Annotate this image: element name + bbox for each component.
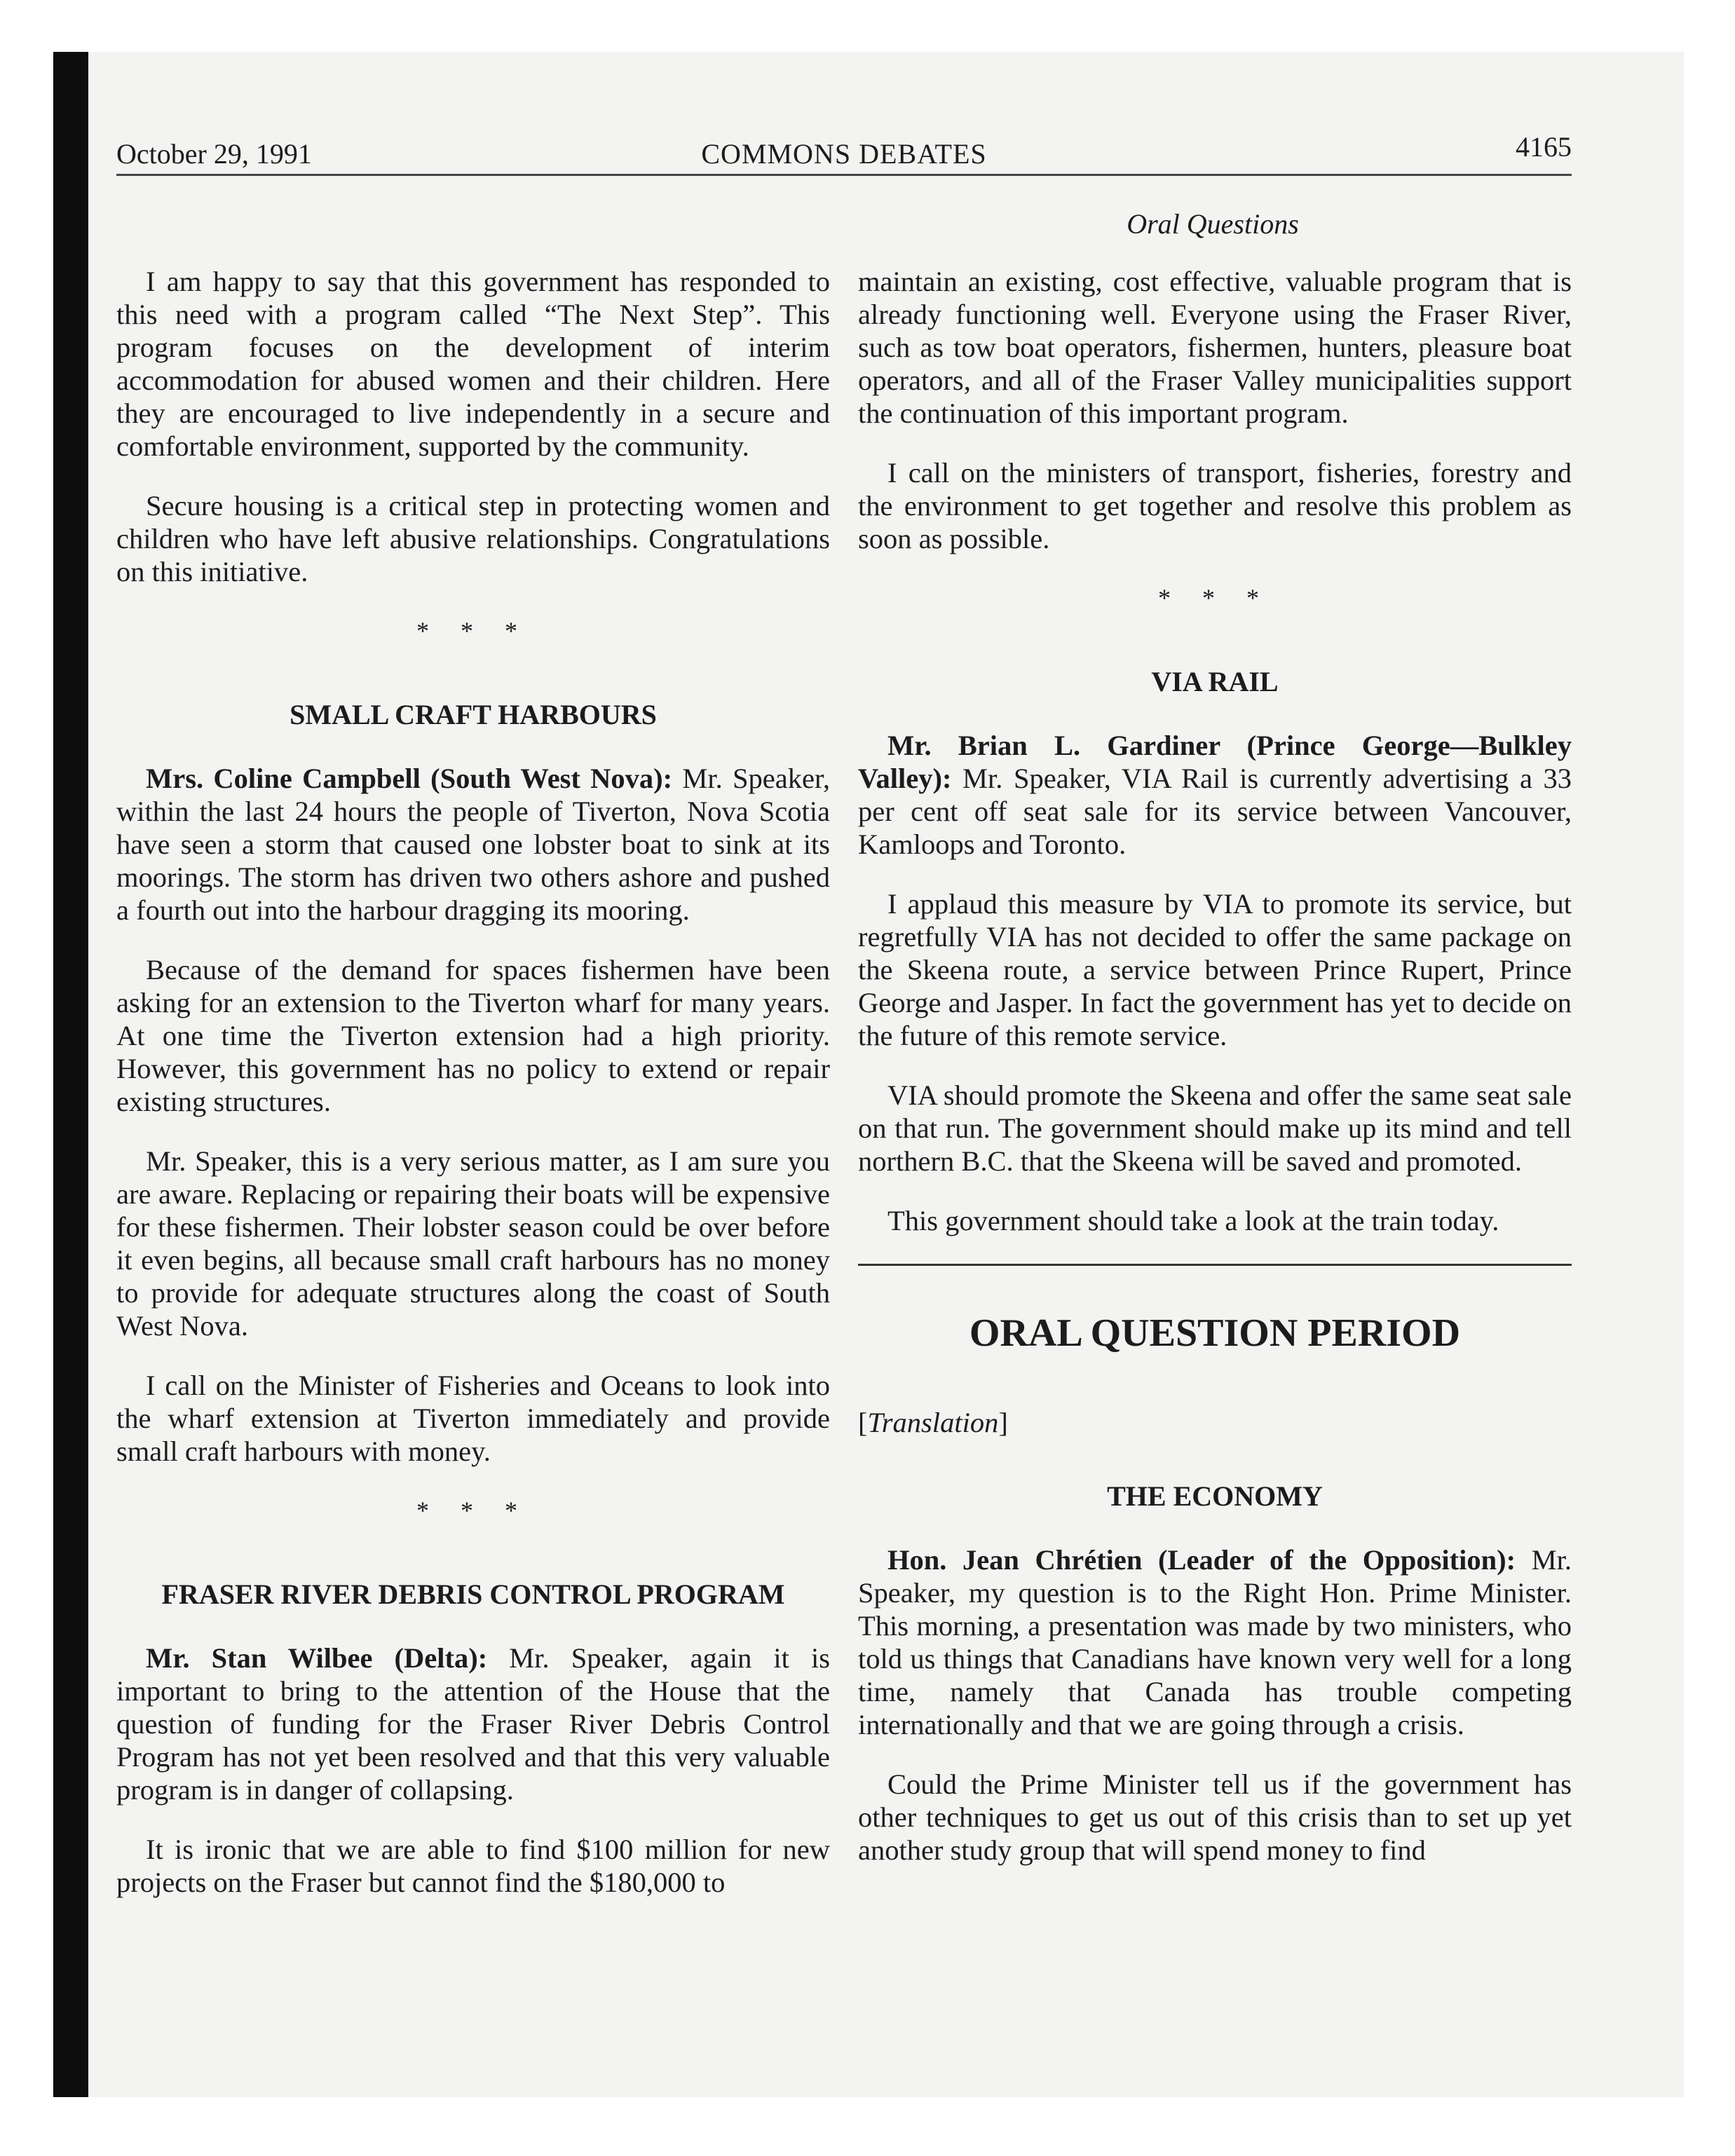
speaker-name: Hon. Jean Chrétien (Leader of the Opposition): xyxy=(887,1544,1516,1576)
header-date: October 29, 1991 xyxy=(116,138,312,170)
speaker-name: Mr. Brian L. Gardiner (Prince George—Bulkley Valley): xyxy=(858,730,1572,794)
section-heading: THE ECONOMY xyxy=(1107,1480,1323,1512)
paragraph: VIA should promote the Skeena and offer the same seat sale on that run. The government should make up its mind and tell northern B.C. that the Skeena will be saved and promoted. xyxy=(858,1079,1572,1177)
speech-text: Mr. Speaker, my question is to the Right Hon. Prime Minister. This morning, a presentation was made by two ministers, who told us things that Canadians have known very well for a long time, namely that Canada has trouble competing internationally and that we are going through a crisis. xyxy=(858,1544,1572,1740)
paragraph: Secure housing is a critical step in protecting women and children who have left abusive relationships. Congratulations on this initiative. xyxy=(116,490,830,587)
speech-text: Mr. Speaker, VIA Rail is currently advertising a 33 per cent off seat sale for its service between Vancouver, Kamloops and Toronto. xyxy=(858,763,1572,860)
section-separator: * * * xyxy=(416,617,530,645)
left-column xyxy=(116,265,830,1925)
speech-text: Mr. Speaker, within the last 24 hours the people of Tiverton, Nova Scotia have seen a storm that caused one lobster boat to sink at its moorings. The storm has driven two others ashore and pushed a fourth out into the harbour dragging its mooring. xyxy=(116,763,830,926)
page-number: 4165 xyxy=(1516,131,1572,163)
paragraph xyxy=(858,1543,1572,1741)
paragraph: I am happy to say that this government has responded to this need with a program called “The Next Step”. This program focuses on the development of interim accommodation for abused women and their children. Here they are encouraged to live independently in a secure and comfortable environment, supported by the community. xyxy=(116,266,830,462)
major-heading: ORAL QUESTION PERIOD xyxy=(969,1311,1461,1355)
paragraph: I applaud this measure by VIA to promote its service, but regretfully VIA has not decided to offer the same package on the Skeena route, a service between Prince Rupert, Prince George and Jasper. In fact the government has yet to decide on the future of this remote service. xyxy=(858,888,1572,1051)
section-separator: * * * xyxy=(416,1496,530,1524)
speech-text: Mr. Speaker, again it is important to bring to the attention of the House that the question of funding for the Fraser River Debris Control Program has not yet been resolved and that this very valuable program is in danger of collapsing. xyxy=(116,1642,830,1806)
paragraph: Could the Prime Minister tell us if the government has other techniques to get us out of this crisis than to set up yet another study group that will spend money to find xyxy=(858,1768,1572,1866)
speaker-name: Mr. Stan Wilbee (Delta): xyxy=(146,1642,488,1674)
paragraph xyxy=(858,729,1572,861)
translation-note: [Translation] xyxy=(858,1407,1008,1438)
binding-edge xyxy=(53,52,88,2097)
section-heading: FRASER RIVER DEBRIS CONTROL PROGRAM xyxy=(161,1578,785,1610)
paragraph xyxy=(116,762,830,927)
paragraph: I call on the ministers of transport, fisheries, forestry and the environment to get together and resolve this problem as soon as possible. xyxy=(858,457,1572,554)
translation-label: Translation xyxy=(867,1407,999,1438)
section-separator: * * * xyxy=(1158,584,1272,612)
paragraph: maintain an existing, cost effective, valuable program that is already functioning well. Everyone using the Fraser River, such as tow boat operators, fishermen, hunters, pleasure boat operators, and all of the Fraser Valley municipalities support the continuation of this important program. xyxy=(858,266,1572,429)
section-heading: VIA RAIL xyxy=(1151,666,1279,697)
paragraph: Mr. Speaker, this is a very serious matter, as I am sure you are aware. Replacing or repairing their boats will be expensive for these fishermen. Their lobster season could be over before it even begins, all because small craft harbours has no money to provide for adequate structures along the coast of South West Nova. xyxy=(116,1145,830,1342)
paragraph: Because of the demand for spaces fishermen have been asking for an extension to the Tiverton wharf for many years. At one time the Tiverton extension had a high priority. However, this government has no policy to extend or repair existing structures. xyxy=(116,954,830,1117)
horizontal-rule xyxy=(858,1264,1572,1266)
section-label: Oral Questions xyxy=(1127,208,1299,240)
page-header xyxy=(116,130,1572,176)
section-heading: SMALL CRAFT HARBOURS xyxy=(290,699,657,730)
speaker-name: Mrs. Coline Campbell (South West Nova): xyxy=(146,763,673,794)
paragraph: I call on the Minister of Fisheries and Oceans to look into the wharf extension at Tiverton immediately and provide small craft harbours with money. xyxy=(116,1370,830,1467)
right-column xyxy=(858,265,1572,1893)
paragraph xyxy=(116,1642,830,1806)
paragraph: This government should take a look at the train today. xyxy=(887,1205,1499,1236)
paragraph: It is ironic that we are able to find $100 million for new projects on the Fraser but cannot find the $180,000 to xyxy=(116,1834,830,1898)
header-title: COMMONS DEBATES xyxy=(701,138,987,170)
